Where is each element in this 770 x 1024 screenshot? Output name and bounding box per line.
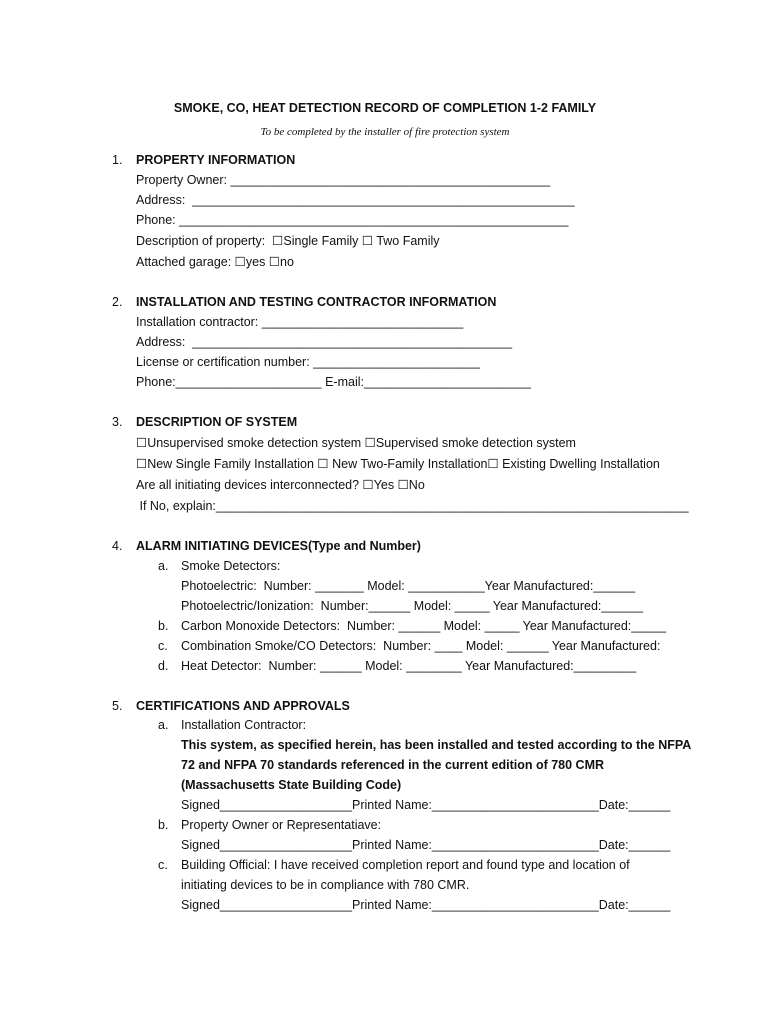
heat-detector-field[interactable]: Heat Detector: Number: ______ Model: ________ Year Manufactured:_________: [181, 659, 637, 673]
smoke-detectors-label: Smoke Detectors:: [181, 559, 281, 573]
property-owner-field[interactable]: Property Owner: ______________________________________________: [136, 173, 551, 187]
item-a-letter: a.: [158, 559, 169, 573]
form-subtitle: To be completed by the installer of fire protection system: [260, 126, 510, 138]
photoelectric-field[interactable]: Photoelectric: Number: _______ Model: ___________Year Manufactured:______: [181, 579, 636, 593]
property-address-field[interactable]: Address: _______________________________________________________: [136, 193, 575, 207]
official-signature-field[interactable]: Signed___________________Printed Name:________________________Date:______: [181, 898, 671, 912]
contractor-address-field[interactable]: Address: ______________________________________________: [136, 335, 513, 349]
section-2-heading: INSTALLATION AND TESTING CONTRACTOR INFORMATION: [136, 295, 497, 309]
form-title: SMOKE, CO, HEAT DETECTION RECORD OF COMPLETION 1-2 FAMILY: [173, 101, 597, 115]
item-d-letter: d.: [158, 659, 169, 673]
building-official-statement-2: initiating devices to be in compliance with 780 CMR.: [181, 878, 470, 892]
item-b-letter: b.: [158, 619, 169, 633]
co-detectors-field[interactable]: Carbon Monoxide Detectors: Number: ______ Model: _____ Year Manufactured:_____: [181, 619, 667, 633]
installation-contractor-label: Installation Contractor:: [181, 718, 307, 732]
combination-detectors-field[interactable]: Combination Smoke/CO Detectors: Number: ____ Model: ______ Year Manufactured:: [181, 639, 661, 653]
section-5-number: 5.: [112, 699, 123, 713]
section-5-heading: CERTIFICATIONS AND APPROVALS: [136, 699, 350, 713]
owner-signature-field[interactable]: Signed___________________Printed Name:________________________Date:______: [181, 838, 671, 852]
building-official-statement: Building Official: I have received completion report and found type and location of: [181, 858, 630, 872]
section-2-number: 2.: [112, 295, 123, 309]
interconnected-checkboxes[interactable]: Are all initiating devices interconnected? ☐Yes ☐No: [136, 478, 425, 492]
cert-b-letter: b.: [158, 818, 169, 832]
installation-type-checkboxes[interactable]: ☐New Single Family Installation ☐ New Two-Family Installation☐ Existing Dwelling Installation: [136, 457, 660, 471]
contractor-signature-field[interactable]: Signed___________________Printed Name:________________________Date:______: [181, 798, 671, 812]
contractor-phone-email-field[interactable]: Phone:_____________________ E-mail:________________________: [136, 375, 531, 389]
section-4-heading: ALARM INITIATING DEVICES(Type and Number): [136, 539, 421, 553]
section-1-number: 1.: [112, 153, 123, 167]
certification-statement-2: 72 and NFPA 70 standards referenced in the current edition of 780 CMR: [181, 758, 605, 772]
section-4-number: 4.: [112, 539, 123, 553]
section-3-number: 3.: [112, 415, 123, 429]
photoelectric-ionization-field[interactable]: Photoelectric/Ionization: Number:______ Model: _____ Year Manufactured:______: [181, 599, 644, 613]
installation-contractor-field[interactable]: Installation contractor: _____________________________: [136, 315, 464, 329]
certification-statement-1: This system, as specified herein, has been installed and tested according to the NFPA: [181, 738, 692, 752]
cert-a-letter: a.: [158, 718, 169, 732]
cert-c-letter: c.: [158, 858, 168, 872]
property-phone-field[interactable]: Phone: ________________________________________________________: [136, 213, 569, 227]
section-3-heading: DESCRIPTION OF SYSTEM: [136, 415, 298, 429]
supervision-checkboxes[interactable]: ☐Unsupervised smoke detection system ☐Supervised smoke detection system: [136, 436, 576, 450]
explain-field[interactable]: If No, explain:____________________________________________________________________: [136, 499, 689, 513]
certification-statement-3: (Massachusetts State Building Code): [181, 778, 402, 792]
item-c-letter: c.: [158, 639, 168, 653]
property-description-checkboxes[interactable]: Description of property: ☐Single Family ☐ Two Family: [136, 234, 440, 248]
section-1-heading: PROPERTY INFORMATION: [136, 153, 296, 167]
attached-garage-checkboxes[interactable]: Attached garage: ☐yes ☐no: [136, 255, 294, 269]
license-number-field[interactable]: License or certification number: ________________________: [136, 355, 481, 369]
property-owner-label: Property Owner or Representatiave:: [181, 818, 382, 832]
